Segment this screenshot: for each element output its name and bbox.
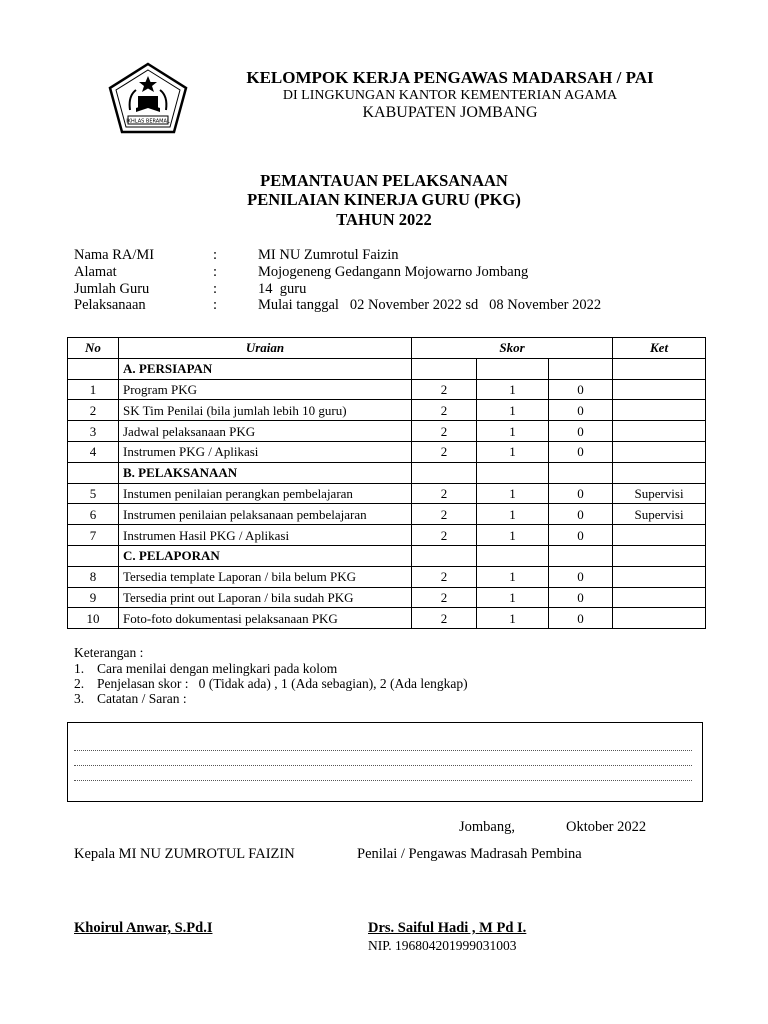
- table-row: [68, 421, 706, 442]
- score-1[interactable]: 1: [477, 379, 549, 400]
- cell-no: [68, 462, 119, 483]
- dotted-line: [74, 765, 692, 766]
- signature-right-name: Drs. Saiful Hadi , M Pd I.: [368, 920, 527, 936]
- signature-left-name: Khoirul Anwar, S.Pd.I: [74, 920, 213, 936]
- cell-empty: [477, 545, 549, 566]
- score-2[interactable]: 2: [412, 483, 477, 504]
- signature-nip: NIP. 196804201999031003: [368, 938, 517, 953]
- info-colon: :: [213, 281, 218, 297]
- table-row: [68, 379, 706, 400]
- score-2[interactable]: 2: [412, 379, 477, 400]
- table-row: [68, 400, 706, 421]
- section-row: [68, 462, 706, 483]
- cell-no: 6: [68, 504, 119, 525]
- note-item: [74, 661, 714, 677]
- info-value: 14 guru: [258, 281, 307, 297]
- score-1[interactable]: 1: [477, 525, 549, 546]
- cell-empty: [412, 545, 477, 566]
- dotted-line: [74, 750, 692, 751]
- info-row-schedule: [0, 297, 768, 314]
- info-row-teachers: [0, 281, 768, 298]
- cell-no: 9: [68, 587, 119, 608]
- cell-empty: [477, 462, 549, 483]
- table-body: [68, 358, 706, 628]
- score-0[interactable]: 0: [549, 566, 613, 587]
- table-row: [68, 504, 706, 525]
- info-colon: :: [213, 297, 218, 313]
- score-1[interactable]: 1: [477, 421, 549, 442]
- cell-empty: [613, 545, 706, 566]
- score-0[interactable]: 0: [549, 504, 613, 525]
- table-row: [68, 566, 706, 587]
- table-row: [68, 441, 706, 462]
- cell-no: 8: [68, 566, 119, 587]
- signature-date: Oktober 2022: [566, 819, 647, 835]
- cell-uraian: Program PKG: [119, 379, 412, 400]
- kemenag-logo: [108, 62, 188, 134]
- score-0[interactable]: 0: [549, 441, 613, 462]
- section-label: A. PERSIAPAN: [119, 358, 412, 379]
- info-row-address: [0, 264, 768, 281]
- cell-empty: [549, 358, 613, 379]
- cell-no: 1: [68, 379, 119, 400]
- info-value: MI NU Zumrotul Faizin: [258, 247, 399, 263]
- document-title-line-2: PENILAIAN KINERJA GURU (PKG): [247, 190, 521, 209]
- table-row: [68, 587, 706, 608]
- cell-ket: [613, 400, 706, 421]
- note-number: 3.: [74, 691, 85, 706]
- header-uraian: Uraian: [119, 338, 412, 359]
- cell-ket: [613, 566, 706, 587]
- document-title-line-1: PEMANTAUAN PELAKSANAAN: [260, 171, 508, 190]
- table-row: [68, 608, 706, 629]
- cell-uraian: Tersedia template Laporan / bila belum PKG: [119, 566, 412, 587]
- info-row-school: [0, 247, 768, 264]
- cell-empty: [613, 358, 706, 379]
- score-0[interactable]: 0: [549, 379, 613, 400]
- info-label: Pelaksanaan: [74, 297, 146, 313]
- note-item: [74, 691, 714, 707]
- score-1[interactable]: 1: [477, 587, 549, 608]
- signature-left-role: Kepala MI NU ZUMROTUL FAIZIN: [74, 846, 295, 862]
- signature-right-role: Penilai / Pengawas Madrasah Pembina: [357, 846, 582, 862]
- info-colon: :: [213, 264, 218, 280]
- score-2[interactable]: 2: [412, 441, 477, 462]
- cell-no: [68, 358, 119, 379]
- score-1[interactable]: 1: [477, 400, 549, 421]
- cell-uraian: Instrumen penilaian pelaksanaan pembelajaran: [119, 504, 412, 525]
- cell-ket: [613, 421, 706, 442]
- score-2[interactable]: 2: [412, 587, 477, 608]
- info-label: Jumlah Guru: [74, 281, 150, 297]
- score-0[interactable]: 0: [549, 608, 613, 629]
- score-2[interactable]: 2: [412, 504, 477, 525]
- cell-no: 10: [68, 608, 119, 629]
- notes-section: [74, 645, 724, 709]
- header-no: No: [68, 338, 119, 359]
- info-value: Mojogeneng Gedangann Mojowarno Jombang: [258, 264, 529, 280]
- cell-empty: [412, 462, 477, 483]
- dotted-line: [74, 780, 692, 781]
- notes-box[interactable]: [67, 722, 703, 802]
- score-2[interactable]: 2: [412, 566, 477, 587]
- cell-empty: [613, 462, 706, 483]
- cell-uraian: Instumen penilaian perangkan pembelajaran: [119, 483, 412, 504]
- info-colon: :: [213, 247, 218, 263]
- assessment-table: [67, 337, 706, 629]
- score-0[interactable]: 0: [549, 421, 613, 442]
- score-1[interactable]: 1: [477, 566, 549, 587]
- section-row: [68, 358, 706, 379]
- cell-ket: Supervisi: [613, 483, 706, 504]
- info-label: Nama RA/MI: [74, 247, 155, 263]
- cell-uraian: Instrumen PKG / Aplikasi: [119, 441, 412, 462]
- note-text: Penjelasan skor : 0 (Tidak ada) , 1 (Ada sebagian), 2 (Ada lengkap): [97, 676, 468, 691]
- table-header-row: [68, 338, 706, 359]
- section-label: C. PELAPORAN: [119, 545, 412, 566]
- cell-uraian: Foto-foto dokumentasi pelaksanaan PKG: [119, 608, 412, 629]
- cell-uraian: Tersedia print out Laporan / bila sudah PKG: [119, 587, 412, 608]
- score-1[interactable]: 1: [477, 441, 549, 462]
- info-label: Alamat: [74, 264, 117, 280]
- logo-ribbon-text: IKHLAS BERAMAL: [126, 118, 170, 125]
- note-number: 1.: [74, 661, 85, 676]
- note-text: Catatan / Saran :: [97, 691, 187, 706]
- cell-no: 3: [68, 421, 119, 442]
- score-1[interactable]: 1: [477, 483, 549, 504]
- cell-no: [68, 545, 119, 566]
- score-0[interactable]: 0: [549, 525, 613, 546]
- cell-uraian: SK Tim Penilai (bila jumlah lebih 10 guru): [119, 400, 412, 421]
- cell-no: 5: [68, 483, 119, 504]
- cell-ket: Supervisi: [613, 504, 706, 525]
- header-line-1: KELOMPOK KERJA PENGAWAS MADARSAH / PAI: [246, 68, 654, 87]
- section-row: [68, 545, 706, 566]
- header-line-3: KABUPATEN JOMBANG: [362, 104, 538, 121]
- score-2[interactable]: 2: [412, 400, 477, 421]
- note-number: 2.: [74, 676, 85, 691]
- cell-empty: [549, 462, 613, 483]
- score-2[interactable]: 2: [412, 421, 477, 442]
- score-1[interactable]: 1: [477, 608, 549, 629]
- score-0[interactable]: 0: [549, 587, 613, 608]
- note-text: Cara menilai dengan melingkari pada kolom: [97, 661, 338, 676]
- cell-ket: [613, 441, 706, 462]
- header-skor: Skor: [412, 338, 613, 359]
- table-row: [68, 525, 706, 546]
- info-value: Mulai tanggal 02 November 2022 sd 08 November 2022: [258, 297, 602, 313]
- cell-uraian: Jadwal pelaksanaan PKG: [119, 421, 412, 442]
- cell-no: 2: [68, 400, 119, 421]
- cell-uraian: Instrumen Hasil PKG / Aplikasi: [119, 525, 412, 546]
- notes-heading: Keterangan :: [74, 645, 144, 660]
- score-1[interactable]: 1: [477, 504, 549, 525]
- cell-empty: [477, 358, 549, 379]
- cell-no: 4: [68, 441, 119, 462]
- score-2[interactable]: 2: [412, 608, 477, 629]
- score-0[interactable]: 0: [549, 483, 613, 504]
- table-row: [68, 483, 706, 504]
- document-title-line-3: TAHUN 2022: [336, 210, 432, 229]
- cell-empty: [412, 358, 477, 379]
- cell-ket: [613, 608, 706, 629]
- cell-empty: [549, 545, 613, 566]
- score-0[interactable]: 0: [549, 400, 613, 421]
- score-2[interactable]: 2: [412, 525, 477, 546]
- header-ket: Ket: [613, 338, 706, 359]
- section-label: B. PELAKSANAAN: [119, 462, 412, 483]
- signature-place: Jombang,: [459, 819, 515, 835]
- note-item: [74, 676, 714, 692]
- cell-ket: [613, 379, 706, 400]
- cell-no: 7: [68, 525, 119, 546]
- cell-ket: [613, 525, 706, 546]
- cell-ket: [613, 587, 706, 608]
- header-line-2: DI LINGKUNGAN KANTOR KEMENTERIAN AGAMA: [282, 88, 618, 103]
